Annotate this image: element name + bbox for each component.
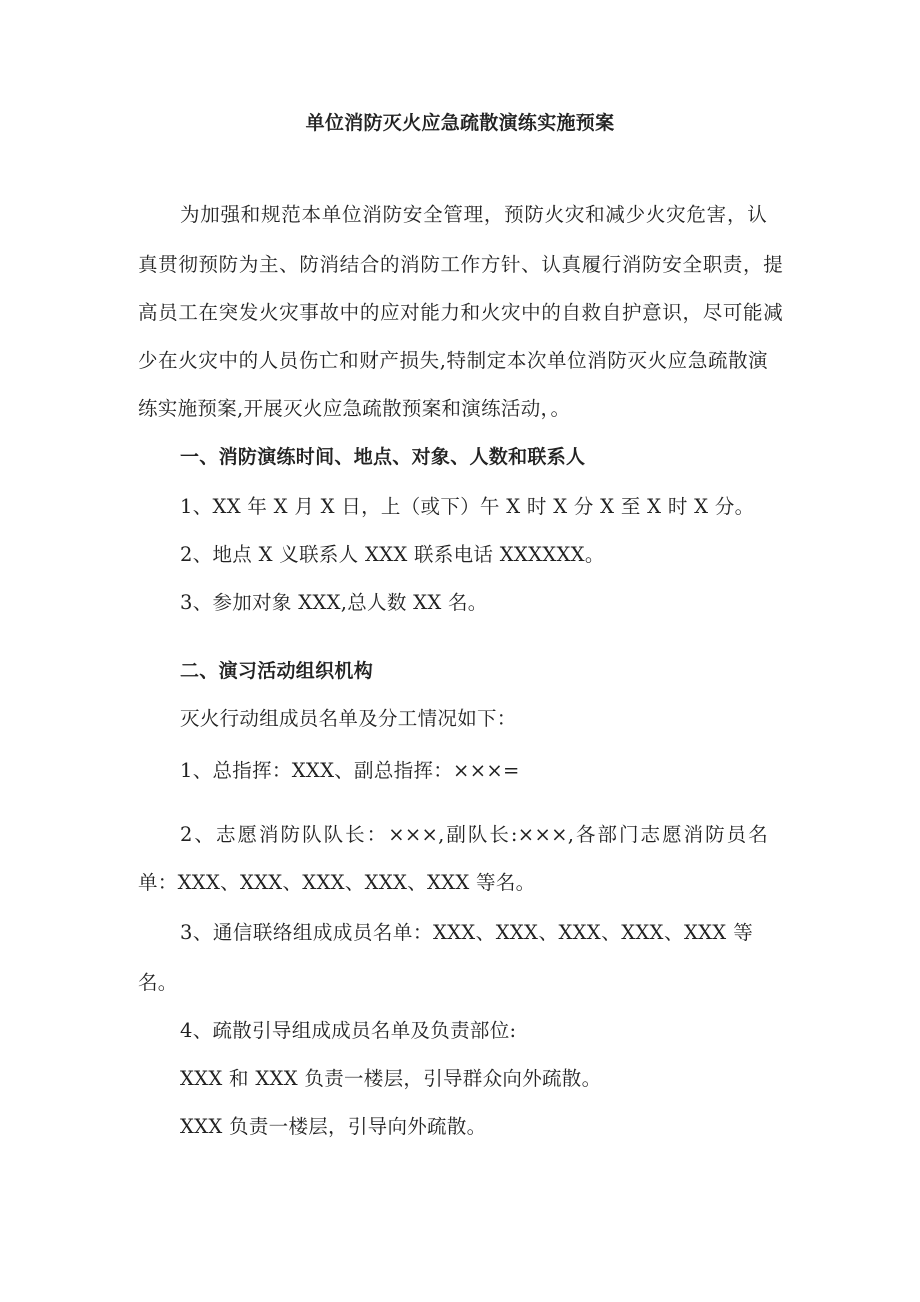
section2-item-1: 1、总指挥：XXX、副总指挥：×××=	[180, 759, 520, 782]
section2-item-2-line-1: 2、志愿消防队队长：×××,副队长:×××,各部门志愿消防员名	[180, 823, 768, 846]
intro-line-5: 练实施预案,开展灭火应急疏散预案和演练活动，。	[138, 397, 571, 420]
intro-line-3: 高员工在突发火灾事故中的应对能力和火灾中的自救自护意识，尽可能减	[138, 301, 783, 324]
intro-line-1: 为加强和规范本单位消防安全管理，预防火灾和减少火灾危害，认	[180, 203, 767, 226]
section1-heading: 一、消防演练时间、地点、对象、人数和联系人	[180, 446, 586, 468]
section2-item-3-line-2: 名。	[138, 971, 178, 994]
section1-item-2: 2、地点 X 义联系人 XXX 联系电话 XXXXXX。	[180, 543, 605, 566]
document-title: 单位消防灭火应急疏散演练实施预案	[305, 112, 615, 134]
section2-item-3-line-1: 3、通信联络组成成员名单：XXX、XXX、XXX、XXX、XXX 等	[180, 921, 753, 944]
section2-heading: 二、演习活动组织机构	[180, 660, 374, 682]
section1-item-3: 3、参加对象 XXX,总人数 XX 名。	[180, 591, 488, 614]
section2-item-4: 4、疏散引导组成成员名单及负责部位:	[180, 1019, 517, 1042]
section2-item-2-line-2: 单：XXX、XXX、XXX、XXX、XXX 等名。	[138, 871, 536, 894]
section2-item-4-sub-1: XXX 和 XXX 负责一楼层，引导群众向外疏散。	[180, 1067, 602, 1090]
intro-line-2: 真贯彻预防为主、防消结合的消防工作方针、认真履行消防安全职责，提	[138, 253, 783, 276]
section2-lead: 灭火行动组成员名单及分工情况如下：	[180, 707, 517, 730]
section2-item-4-sub-2: XXX 负责一楼层，引导向外疏散。	[180, 1115, 487, 1138]
section1-item-1: 1、XX 年 X 月 X 日，上（或下）午 X 时 X 分 X 至 X 时 X 分。	[180, 495, 755, 518]
intro-line-4: 少在火灾中的人员伤亡和财产损失,特制定本次单位消防灭火应急疏散演	[138, 349, 768, 372]
